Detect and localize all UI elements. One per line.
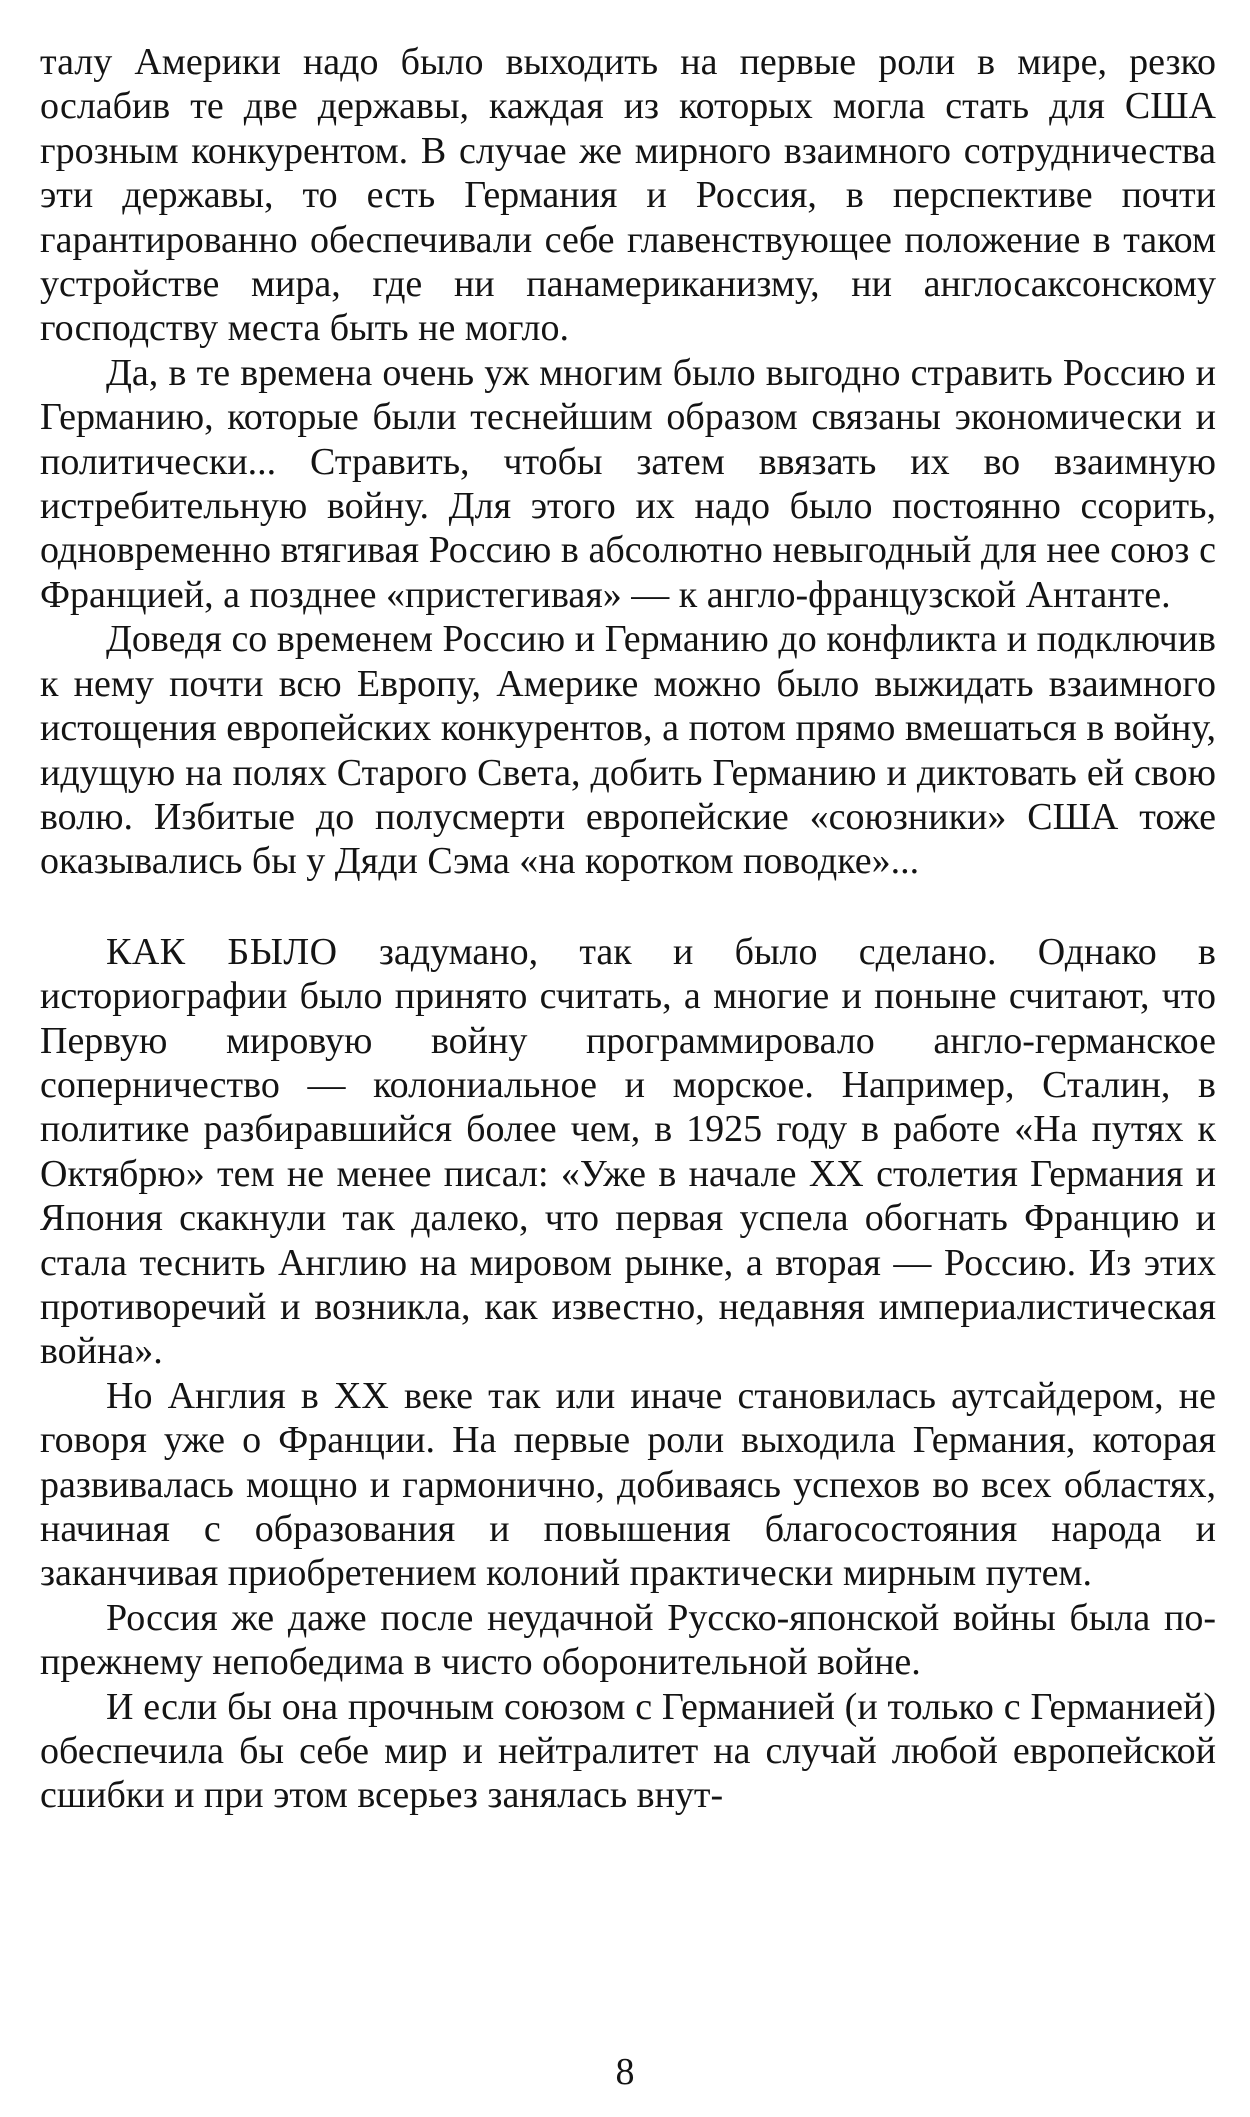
paragraph-4-text: задумано, так и было сделано. Однако в историографии было принято считать, а многие и поныне считают, что Первую мировую войну программировало англо-германское соперничество — колониальное и морское. Например, Сталин, в политике разбиравшийся более чем, в 1925 году в работе «На путях к Октябрю» тем не менее писал: «Уже в начале XX столетия Германия и Япония скакнули так далеко, что первая успела обогнать Францию и стала теснить Англию на мировом рынке, а вторая — Россию. Из этих противоречий и возникла, как известно, недавняя империалистическая война». (40, 930, 1216, 1373)
page-body (40, 40, 1216, 1818)
section-lead-in: КАК БЫЛО (106, 930, 338, 973)
paragraph-3: Доведя со временем Россию и Германию до конфликта и подключив к нему почти всю Европу, Америке можно было выжидать взаимного истощения европейских конкурентов, а потом прямо вмешаться в войну, идущую на полях Старого Света, добить Германию и диктовать ей свою волю. Избитые до полусмерти европейские «союзники» США тоже оказывались бы у Дяди Сэма «на коротком поводке»... (40, 618, 1216, 883)
paragraph-7: И если бы она прочным союзом с Германией (и только с Германией) обеспечила бы себе мир и нейтралитет на случай любой европейской сшибки и при этом всерьез занялась внут- (40, 1685, 1216, 1817)
paragraph-6: Россия же даже после неудачной Русско-японской войны была по-прежнему непобедима в чисто оборонительной войне. (40, 1596, 1216, 1684)
paragraph-2: Да, в те времена очень уж многим было выгодно стравить Россию и Германию, которые были теснейшим образом связаны экономически и политически... Стравить, чтобы затем ввязать их во взаимную истребительную войну. Для этого их надо было постоянно ссорить, одновременно втягивая Россию в абсолютно невыгодный для нее союз с Францией, а позднее «пристегивая» — к англо-французской Антанте. (40, 351, 1216, 616)
paragraph-1: талу Америки надо было выходить на первые роли в мире, резко ослабив те две державы, каждая из которых могла стать для США грозным конкурентом. В случае же мирного взаимного сотрудничества эти державы, то есть Германия и Россия, в перспективе почти гарантированно обеспечивали себе главенствующее положение в таком устройстве мира, где ни панамериканизму, ни англосаксонскому господству места быть не могло. (40, 41, 1216, 350)
page-number: 8 (615, 2051, 635, 2093)
section-gap (40, 884, 1216, 930)
paragraph-5: Но Англия в XX веке так или иначе становилась аутсайдером, не говоря уже о Франции. На первые роли выходила Германия, которая развивалась мощно и гармонично, добиваясь успехов во всех областях, начиная с образования и повышения благосостояния народа и заканчивая приобретением колоний практически мирным путем. (40, 1374, 1216, 1595)
paragraph-4 (40, 930, 1216, 1374)
